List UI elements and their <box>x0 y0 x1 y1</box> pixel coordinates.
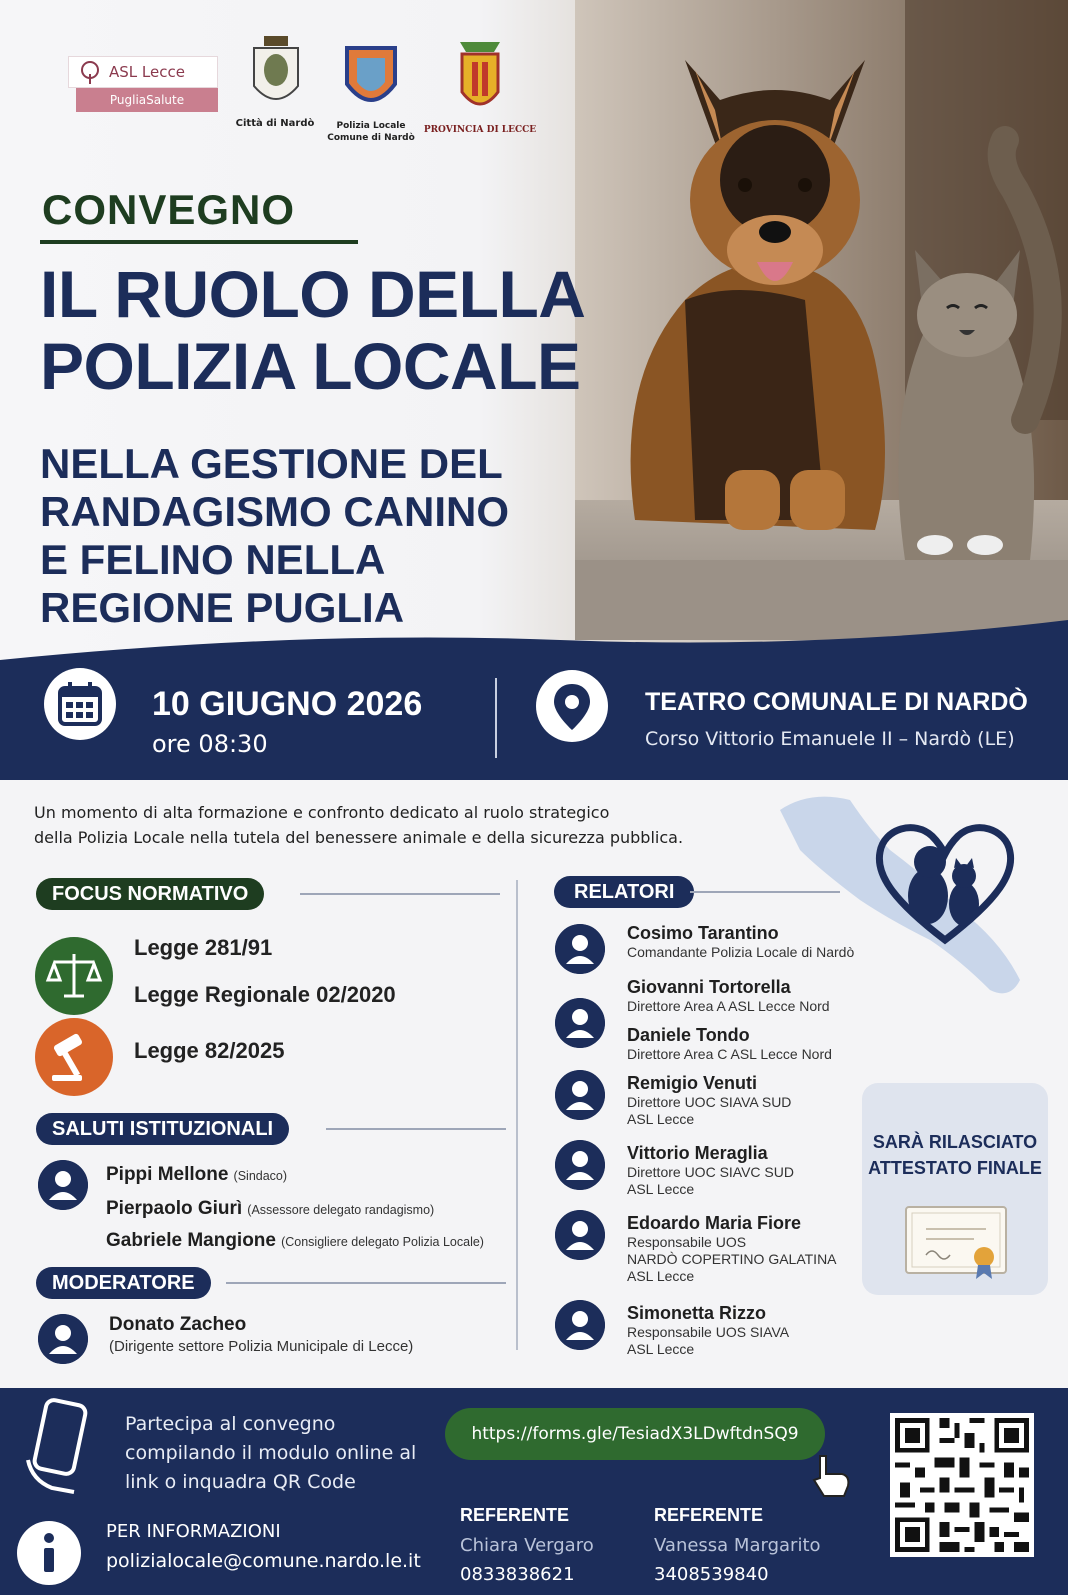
moderatore-label: MODERATORE <box>36 1267 211 1299</box>
saluti-label: SALUTI ISTITUZIONALI <box>36 1113 289 1145</box>
city-crest-icon <box>250 36 302 112</box>
saluti-person-3: Gabriele Mangione (Consigliere delegato Polizia Locale) <box>106 1230 484 1251</box>
location-icon-circle <box>536 670 608 742</box>
person-icon <box>555 1140 605 1190</box>
police-name: Polizia Locale Comune di Nardò <box>327 121 415 143</box>
venue-name: TEATRO COMUNALE DI NARDÒ <box>645 688 1028 716</box>
moderatore-person: Donato Zacheo (Dirigente settore Polizia Municipale di Lecce) <box>109 1314 414 1355</box>
asl-lecce-logo <box>68 56 218 118</box>
ref2-name: Vanessa Margarito <box>654 1535 821 1556</box>
asl-tree-icon <box>77 60 103 86</box>
speaker-5: Vittorio Meraglia Direttore UOC SIAVC SUD ASL Lecce <box>627 1143 794 1197</box>
pointing-hand-icon <box>806 1448 856 1498</box>
person-icon <box>38 1314 88 1364</box>
person-icon <box>555 998 605 1048</box>
logos-row <box>60 40 580 160</box>
info-icon <box>16 1520 82 1586</box>
kicker-underline <box>40 240 358 244</box>
phone-icon <box>22 1396 98 1496</box>
law-1: Legge 281/91 <box>134 935 273 960</box>
saluti-rule <box>326 1128 506 1130</box>
venue-address: Corso Vittorio Emanuele II – Nardò (LE) <box>645 728 1015 750</box>
event-time: ore 08:30 <box>152 730 268 758</box>
certificate-icon <box>904 1205 1008 1281</box>
moderatore-rule <box>226 1282 506 1284</box>
city-name: Città di Nardò <box>235 118 315 129</box>
law-3: Legge 82/2025 <box>134 1038 285 1063</box>
page-subtitle: NELLA GESTIONE DEL RANDAGISMO CANINO E FELINO NELLA REGIONE PUGLIA <box>40 440 509 631</box>
police-crest-icon <box>343 44 399 114</box>
registration-link[interactable]: https://forms.gle/TesiadX3LDwftdnSQ9 <box>445 1408 825 1460</box>
speaker-7: Simonetta Rizzo Responsabile UOS SIAVA ASL Lecce <box>627 1303 790 1357</box>
ref1-label: REFERENTE <box>460 1505 570 1525</box>
kicker: CONVEGNO <box>42 186 296 233</box>
ref1-phone: 0833838621 <box>460 1564 575 1585</box>
calendar-icon-circle <box>44 668 116 740</box>
saluti-person-2: Pierpaolo Giurì (Assessore delegato randagismo) <box>106 1198 435 1219</box>
band-divider <box>495 678 497 758</box>
relatori-rule <box>690 891 840 893</box>
scales-icon <box>34 936 114 1016</box>
person-icon <box>38 1160 88 1210</box>
ref1-name: Chiara Vergaro <box>460 1535 594 1556</box>
relatori-label: RELATORI <box>554 876 694 908</box>
location-pin-icon <box>536 670 608 742</box>
calendar-icon <box>44 668 116 740</box>
dog-and-cat-photo <box>575 0 1068 640</box>
focus-normativo-label: FOCUS NORMATIVO <box>36 878 264 910</box>
attestato-box <box>862 1083 1048 1295</box>
speaker-4: Remigio Venuti Direttore UOC SIAVA SUD ASL Lecce <box>627 1073 792 1127</box>
asl-name: ASL Lecce <box>109 63 185 81</box>
speaker-1: Cosimo Tarantino Comandante Polizia Locale di Nardò <box>627 923 855 960</box>
saluti-person-1: Pippi Mellone (Sindaco) <box>106 1164 288 1185</box>
person-icon <box>555 1300 605 1350</box>
law-2: Legge Regionale 02/2020 <box>134 982 396 1007</box>
ref2-label: REFERENTE <box>654 1505 764 1525</box>
column-divider <box>516 880 518 1350</box>
speaker-6: Edoardo Maria Fiore Responsabile UOS NARDÒ COPERTINO GALATINA ASL Lecce <box>627 1213 837 1284</box>
speaker-2: Giovanni Tortorella Direttore Area A ASL Lecce Nord <box>627 977 830 1014</box>
focus-rule <box>300 893 500 895</box>
attestato-text: SARÀ RILASCIATO ATTESTATO FINALE <box>868 1132 1042 1178</box>
page-title: IL RUOLO DELLA POLIZIA LOCALE <box>40 257 586 403</box>
qr-code[interactable] <box>890 1413 1034 1557</box>
event-date: 10 GIUGNO 2026 <box>152 685 423 723</box>
person-icon <box>555 924 605 974</box>
info-email[interactable]: polizialocale@comune.nardo.le.it <box>106 1550 421 1572</box>
cta-text: Partecipa al convegno compilando il modulo online al link o inquadra QR Code <box>125 1413 417 1493</box>
province-name: PROVINCIA DI LECCE <box>423 125 537 135</box>
province-crest-icon <box>450 40 510 116</box>
hero-section <box>0 0 1068 700</box>
intro-text: Un momento di alta formazione e confronto dedicato al ruolo strategico della Polizia Locale nella tutela del benessere animale e della sicurezza pubblica. <box>34 803 684 847</box>
asl-sub: PugliaSalute <box>76 88 218 112</box>
ref2-phone: 3408539840 <box>654 1564 769 1585</box>
person-icon <box>555 1070 605 1120</box>
person-icon <box>555 1210 605 1260</box>
speaker-3: Daniele Tondo Direttore Area C ASL Lecce Nord <box>627 1025 832 1062</box>
gavel-icon <box>34 1017 114 1097</box>
info-label: PER INFORMAZIONI <box>106 1521 281 1542</box>
